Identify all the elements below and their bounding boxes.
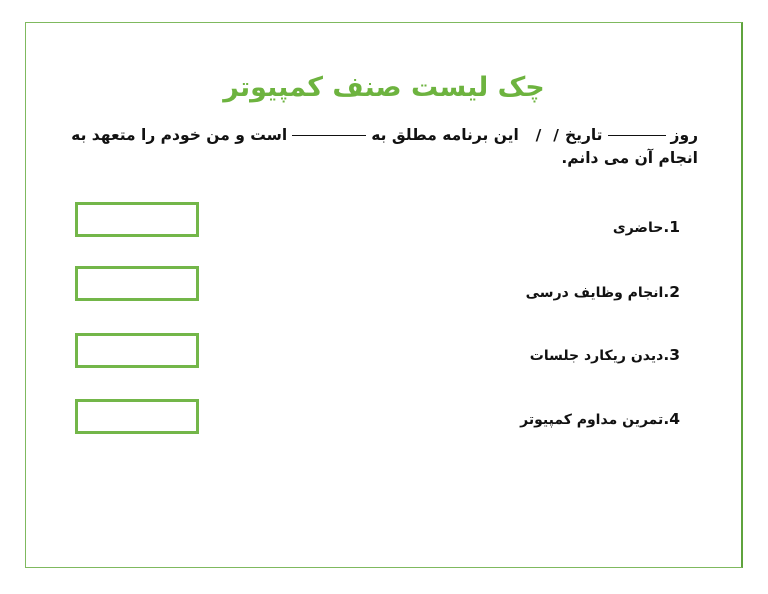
checklist-item-1 [613,218,680,236]
pledge-statement [70,124,698,170]
checkbox-item-4[interactable] [75,399,199,434]
checklist-item-2 [526,283,680,301]
item-number: 2. [663,283,680,301]
checklist-item-3 [530,346,680,364]
date-slash-1: / [553,126,559,144]
checkbox-item-3[interactable] [75,333,199,368]
date-label: تاریخ [564,126,603,144]
day-label: روز [670,126,698,144]
item-number: 1. [663,218,680,236]
day-blank[interactable] [608,135,666,136]
pledge-end-text: است و من خودم را متعهد به انجام آن می دانم. [71,126,698,167]
page-title: چک لیست صنف کمپیوتر [223,72,545,103]
name-blank[interactable] [292,135,366,136]
item-text: دیدن ریکارد جلسات [529,348,664,364]
item-text: انجام وظایف درسی [525,285,664,301]
item-text: حاضری [612,220,664,236]
item-text: تمرین مداوم کمپیوتر [520,412,664,428]
checkbox-item-1[interactable] [75,202,199,237]
pledge-middle-text: این برنامه مطلق به [371,126,519,144]
checklist-item-4 [520,410,680,428]
item-number: 3. [663,346,680,364]
date-slash-2: / [535,126,542,144]
checkbox-item-2[interactable] [75,266,199,301]
item-number: 4. [663,410,680,428]
